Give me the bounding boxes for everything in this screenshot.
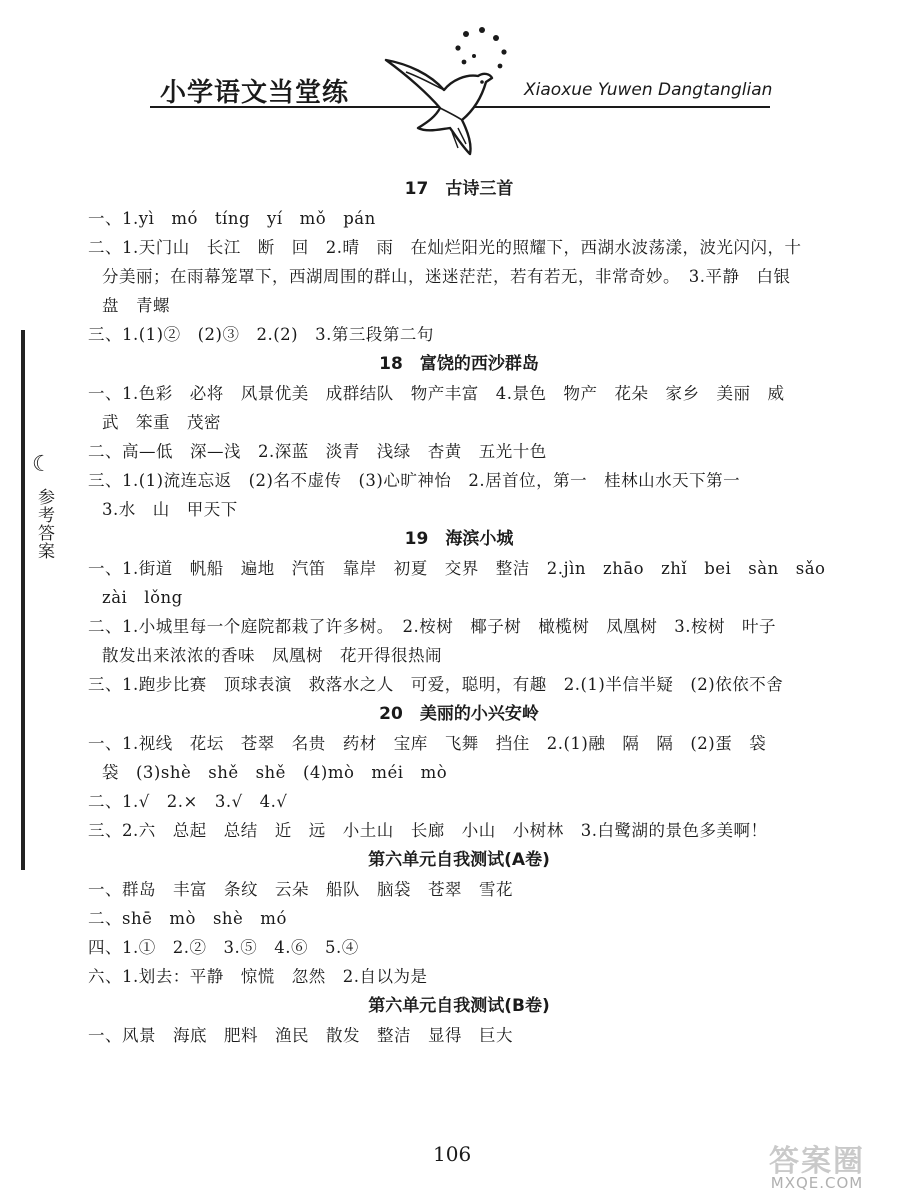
answer-line: 盘 青螺 (102, 296, 170, 315)
dove-illustration (378, 20, 528, 160)
section-title: 20 美丽的小兴安岭 (379, 704, 539, 724)
section-title: 第六单元自我测试(B卷) (368, 996, 550, 1016)
answer-line: 六、1.划去：平静 惊慌 忽然 2.自以为是 (88, 967, 428, 986)
answer-line: 3.水 山 甲天下 (102, 500, 238, 519)
answer-line: 二、1.√ 2.× 3.√ 4.√ (88, 792, 288, 811)
side-rule (21, 330, 25, 870)
watermark-top-text: 答案圈 (769, 1144, 865, 1179)
answer-line: 一、1.色彩 必将 风景优美 成群结队 物产丰富 4.景色 物产 花朵 家乡 美丽 威 (88, 384, 785, 403)
answer-line: 一、1.yì mó tíng yí mǒ pán (88, 209, 376, 228)
answer-line: 武 笨重 茂密 (102, 413, 221, 432)
crescent-star-icon: ☾ (32, 452, 52, 477)
answer-line: 袋 (3)shè shě shě (4)mò méi mò (102, 763, 448, 782)
answer-line: 散发出来浓浓的香味 凤凰树 花开得很热闹 (102, 646, 442, 665)
answer-line: 一、1.视线 花坛 苍翠 名贵 药材 宝库 飞舞 挡住 2.(1)融 隔 隔 (2)蛋 袋 (88, 734, 767, 753)
answer-line: 三、1.跑步比赛 顶球表演 救落水之人 可爱，聪明，有趣 2.(1)半信半疑 (2)依依不舍 (88, 675, 784, 694)
site-watermark (742, 1136, 892, 1194)
answer-line: 三、2.六 总起 总结 近 远 小土山 长廊 小山 小树林 3.白鹭湖的景色多美啊！ (88, 821, 768, 840)
book-title-pinyin: Xiaoxue Yuwen Dangtanglian (524, 80, 773, 100)
answer-line: 一、群岛 丰富 条纹 云朵 船队 脑袋 苍翠 雪花 (88, 880, 513, 899)
answer-line: 一、1.街道 帆船 遍地 汽笛 靠岸 初夏 交界 整洁 2.jìn zhāo zhǐ bei sàn sǎo (88, 559, 826, 578)
section-title: 17 古诗三首 (404, 179, 514, 199)
section-title: 19 海滨小城 (404, 529, 514, 549)
page-number: 106 (433, 1142, 472, 1166)
answer-line: 二、高—低 深—浅 2.深蓝 淡青 浅绿 杏黄 五光十色 (88, 442, 547, 461)
answer-line: 一、风景 海底 肥料 渔民 散发 整洁 显得 巨大 (88, 1026, 513, 1045)
answer-key-side-tab (18, 330, 54, 870)
answer-line: 二、1.小城里每一个庭院都栽了许多树。 2.桉树 椰子树 橄榄树 凤凰树 3.桉树 叶子 (88, 617, 776, 636)
answer-line: 分美丽；在雨幕笼罩下，西湖周围的群山，迷迷茫茫，若有若无，非常奇妙。 3.平静 白银 (102, 267, 791, 286)
page-header (0, 0, 898, 160)
answer-line: 四、1.① 2.② 3.⑤ 4.⑥ 5.④ (88, 938, 359, 957)
watermark-bottom-text: MXQE.COM (770, 1174, 864, 1192)
answer-line: zài lǒng (102, 588, 183, 607)
answer-line: 二、shē mò shè mó (88, 909, 287, 928)
answer-line: 三、1.(1)② (2)③ 2.(2) 3.第三段第二句 (88, 325, 434, 344)
answer-line: 三、1.(1)流连忘返 (2)名不虚传 (3)心旷神怡 2.居首位，第一 桂林山水天下第一 (88, 471, 741, 490)
answer-line: 二、1.天门山 长江 断 回 2.晴 雨 在灿烂阳光的照耀下，西湖水波荡漾，波光闪闪，十 (88, 238, 802, 257)
section-title: 18 富饶的西沙群岛 (379, 354, 539, 374)
side-tab-label: 参考答案 (34, 488, 54, 560)
answer-content (88, 174, 830, 1050)
book-title-chinese: 小学语文当堂练 (160, 78, 350, 108)
section-title: 第六单元自我测试(A卷) (368, 850, 550, 870)
